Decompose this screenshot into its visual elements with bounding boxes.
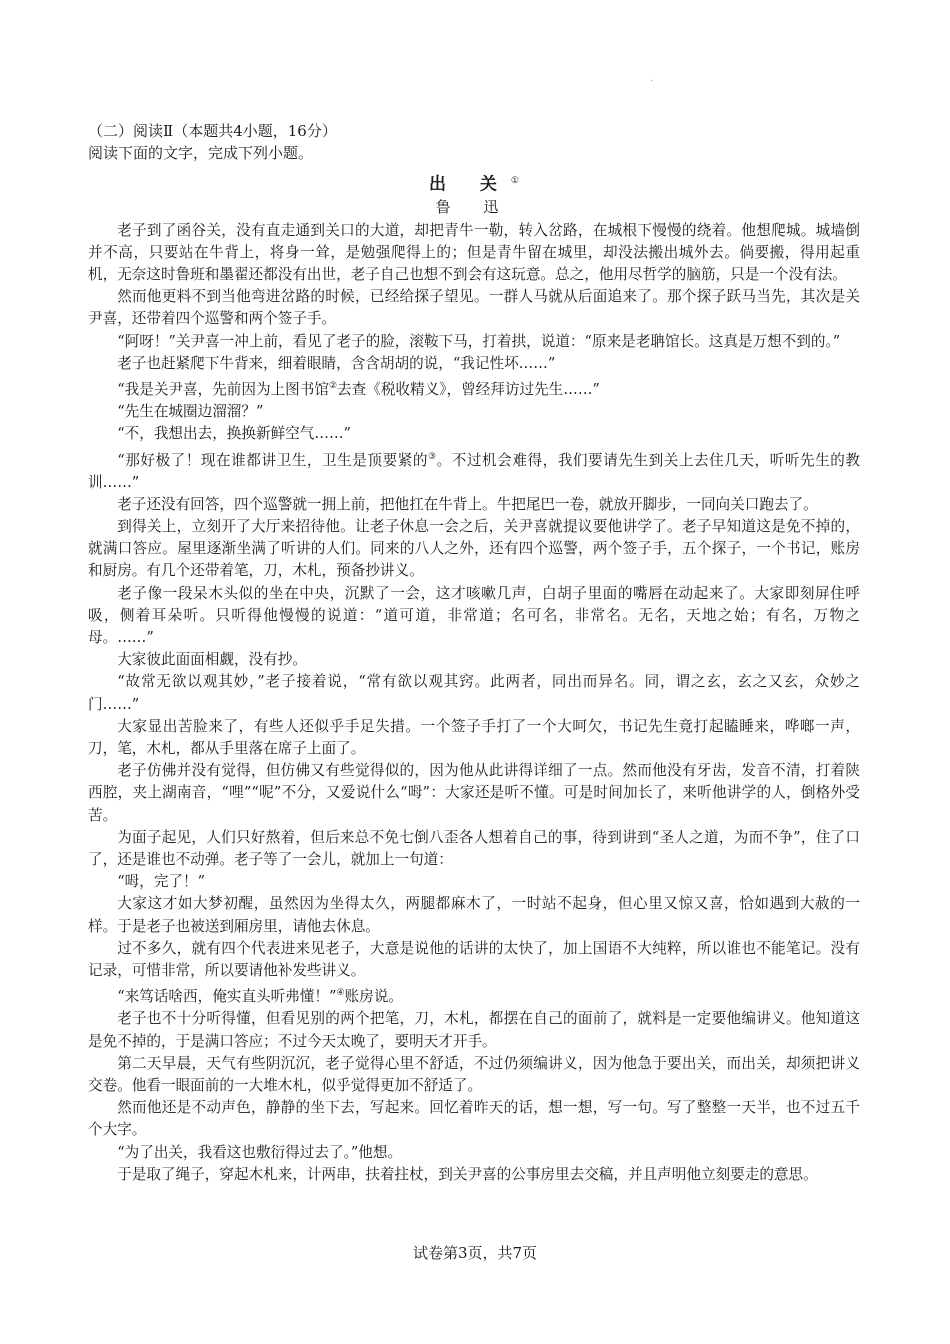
paragraph-text: 第二天早晨，天气有些阴沉沉，老子觉得心里不舒适，不过仍须编讲义，因为他急于要出关，而出关，却须把讲义交卷。他看一眼面前的一大堆木札，似乎觉得更加不舒适了。 bbox=[88, 1054, 860, 1094]
paragraph-text: 老子还没有回答，四个巡警就一拥上前，把他扛在牛背上。牛把尾巴一卷，就放开脚步，一同向关口跑去了。 bbox=[117, 495, 818, 513]
footnote-marker: ② bbox=[328, 381, 338, 392]
article-paragraph bbox=[88, 353, 860, 375]
paragraph-text: 为面子起见，人们只好熬着，但后来总不免七倒八歪各人想着自己的事，待到讲到“圣人之道，为而不争”，住了口了，还是谁也不动弹。老子等了一会儿，就加上一句道： bbox=[88, 828, 860, 869]
article-paragraph bbox=[88, 982, 860, 1008]
scan-dot: · bbox=[650, 76, 654, 87]
paragraph-text: “阿呀！”关尹喜一冲上前，看见了老子的脸，滚鞍下马，打着拱，说道：“原来是老聃馆长。这真是万想不到的。” bbox=[117, 332, 841, 350]
article-paragraph bbox=[88, 871, 860, 893]
article-author: 鲁 迅 bbox=[435, 197, 513, 216]
article-paragraph bbox=[88, 716, 860, 760]
title-footnote-marker: ① bbox=[510, 176, 519, 186]
paragraph-text: “故常无欲以观其妙，”老子接着说，“常有欲以观其窍。此两者，同出而异名。同，谓之玄，玄之又玄，众妙之门……” bbox=[88, 673, 860, 713]
paragraph-text: 然而他更料不到当他弯进岔路的时候，已经给探子望见。一群人马就从后面追来了。那个探子跃马当先，其次是关尹喜，还带着四个巡警和两个签子手。 bbox=[88, 288, 860, 328]
paragraph-text: “呣，完了！” bbox=[117, 873, 206, 891]
article-paragraph bbox=[88, 938, 860, 982]
article-paragraph bbox=[88, 1008, 860, 1052]
article-paragraph bbox=[88, 671, 860, 715]
article-paragraph bbox=[88, 1164, 860, 1186]
paragraph-text: 账房说。 bbox=[344, 988, 403, 1006]
article-paragraph bbox=[88, 401, 860, 423]
paragraph-text: “为了出关，我看这也敷衍得过去了。”他想。 bbox=[117, 1143, 403, 1161]
paragraph-text: 到得关上，立刻开了大厅来招待他。让老子休息一会之后，关尹喜就提议要他讲学了。老子早知道这是免不掉的，就满口答应。屋里逐渐坐满了听讲的人们。同来的八人之外，还有四个巡警，两个签子手，五个探子，一个书记，账房和厨房。有几个还带着笔，刀，木札，预备抄讲义。 bbox=[88, 518, 860, 580]
paragraph-text: 老子到了函谷关，没有直走通到关口的大道，却把青牛一勒，转入岔路，在城根下慢慢的绕着。他想爬城。城墙倒并不高，只要站在牛背上，将身一耸，是勉强爬得上的；但是青牛留在城里，却没法搬出城外去。倘要搬，得用起重机，无奈这时鲁班和墨翟还都没有出世，老子自己也想不到会有这玩意。总之，他用尽哲学的脑筋，只是一个没有法。 bbox=[88, 221, 860, 284]
article-paragraph bbox=[88, 331, 860, 353]
page-footer: 试卷第3页，共7页 bbox=[412, 1244, 538, 1262]
paragraph-text: 然而他还是不动声色，静静的坐下去，写起来。回忆着昨天的话，想一想，写一句。写了整整一天半，也不过五千个大字。 bbox=[88, 1099, 860, 1139]
footnote-marker: ④ bbox=[336, 988, 345, 999]
footnote-marker: ③ bbox=[428, 451, 437, 462]
paragraph-text: “来笃话啥西，俺实直头听弗懂！” bbox=[117, 988, 337, 1006]
article-paragraph bbox=[88, 1053, 860, 1097]
article-title-text: 出 关 bbox=[429, 174, 511, 195]
article-body bbox=[88, 220, 860, 1186]
article-paragraph bbox=[88, 494, 860, 516]
section-header: （二）阅读Ⅱ（本题共4小题，16分） bbox=[88, 122, 337, 140]
paragraph-text: 大家这才如大梦初醒，虽然因为坐得太久，两腿都麻木了，一时站不起身，但心里又惊又喜，恰如遇到大赦的一样。于是老子也被送到厢房里，请他去休息。 bbox=[88, 895, 860, 935]
paragraph-text: “先生在城圈边溜溜？” bbox=[117, 403, 264, 421]
article-paragraph bbox=[88, 446, 860, 494]
article-paragraph bbox=[88, 1142, 860, 1164]
article-paragraph bbox=[88, 375, 860, 401]
exam-page bbox=[88, 120, 860, 1186]
paragraph-text: 。不过机会难得，我们要请先生到关上去住几天，听听先生的教训……” bbox=[88, 451, 860, 491]
paragraph-text: 大家彼此面面相觑，没有抄。 bbox=[117, 651, 307, 669]
article-paragraph bbox=[88, 583, 860, 650]
article-paragraph bbox=[88, 423, 860, 445]
article-paragraph bbox=[88, 286, 860, 330]
paragraph-text: 于是取了绳子，穿起木札来，计两串，扶着拄杖，到关尹喜的公事房里去交稿，并且声明他立刻要走的意思。 bbox=[117, 1165, 818, 1183]
reading-instruction: 阅读下面的文字，完成下列小题。 bbox=[88, 144, 314, 162]
article-paragraph bbox=[88, 1097, 860, 1141]
paragraph-text: 去查《税收精义》，曾经拜访过先生……” bbox=[337, 380, 600, 398]
paragraph-text: “那好极了！现在谁都讲卫生，卫生是顶要紧的 bbox=[117, 451, 428, 469]
paragraph-text: 老子仿佛并没有觉得，但仿佛又有些觉得似的，因为他从此讲得详细了一点。然而他没有牙齿，发音不清，打着陕西腔，夹上湖南音，“哩”“呢”不分，又爱说什么“呣”：大家还是听不懂。可是时间加长了，来听他讲学的人，倒格外受苦。 bbox=[88, 762, 860, 824]
paragraph-text: 老子也赶紧爬下牛背来，细着眼睛，含含胡胡的说，“我记性坏……” bbox=[117, 354, 556, 372]
article-paragraph bbox=[88, 760, 860, 827]
paragraph-text: “不，我想出去，换换新鲜空气……” bbox=[117, 425, 352, 443]
article-paragraph bbox=[88, 649, 860, 671]
paragraph-text: 老子像一段呆木头似的坐在中央，沉默了一会，这才咳嗽几声，白胡子里面的嘴唇在动起来了。大家即刻屏住呼吸，侧着耳朵听。只听得他慢慢的说道：“道可道，非常道；名可名，非常名。无名，天地之始；有名，万物之母。……” bbox=[88, 584, 860, 647]
article-paragraph bbox=[88, 827, 860, 871]
article-paragraph bbox=[88, 516, 860, 583]
paragraph-text: 大家显出苦脸来了，有些人还似乎手足失措。一个签子手打了一个大呵欠，书记先生竟打起瞌睡来，哗啷一声，刀，笔，木札，都从手里落在席子上面了。 bbox=[88, 717, 860, 758]
paragraph-text: 老子也不十分听得懂，但看见别的两个把笔，刀，木札，都摆在自己的面前了，就料是一定要他编讲义。他知道这是免不掉的，于是满口答应；不过今天太晚了，要明天才开手。 bbox=[88, 1010, 860, 1050]
article-title bbox=[88, 170, 860, 196]
paragraph-text: 过不多久，就有四个代表进来见老子，大意是说他的话讲的太快了，加上国语不大纯粹，所以谁也不能笔记。没有记录，可惜非常，所以要请他补发些讲义。 bbox=[88, 939, 860, 980]
paragraph-text: “我是关尹喜，先前因为上图书馆 bbox=[117, 380, 329, 398]
article-paragraph bbox=[88, 220, 860, 287]
article-paragraph bbox=[88, 893, 860, 937]
